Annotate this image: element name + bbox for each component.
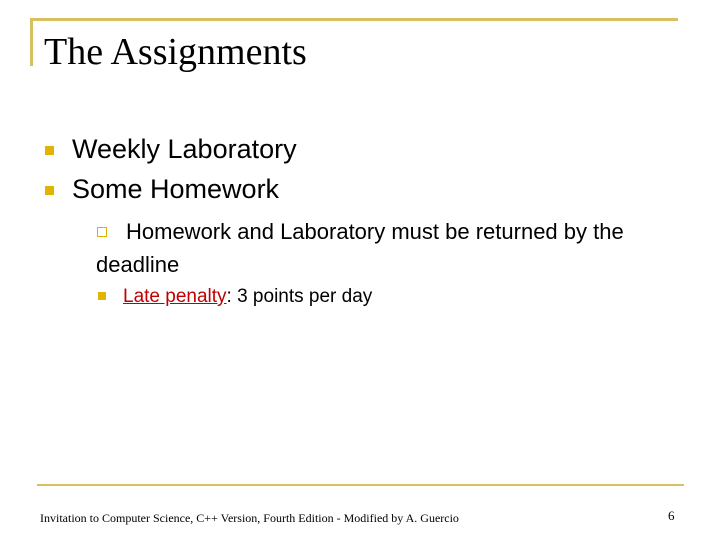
late-penalty-detail: : 3 points per day <box>226 286 373 307</box>
footer-text: Invitation to Computer Science, C++ Version, Fourth Edition - Modified by A. Guercio <box>40 511 459 525</box>
bullet-weekly-laboratory: Weekly Laboratory <box>72 134 297 164</box>
sub-bullet-text: Homework and Laboratory must be returned by the deadline <box>96 219 624 277</box>
frame-left-line <box>30 18 33 66</box>
sub-bullet-deadline <box>96 215 666 281</box>
bullet-square-icon <box>45 146 54 155</box>
bullet-square-icon <box>45 186 54 195</box>
late-penalty-line <box>123 284 372 310</box>
frame-top-line <box>30 18 678 21</box>
bullet-square-icon <box>98 292 106 300</box>
slide-title: The Assignments <box>44 31 307 73</box>
footer-divider <box>37 484 684 486</box>
page-number: 6 <box>668 508 675 523</box>
bullet-some-homework: Some Homework <box>72 174 280 204</box>
late-penalty-link[interactable]: Late penalty <box>123 286 227 307</box>
